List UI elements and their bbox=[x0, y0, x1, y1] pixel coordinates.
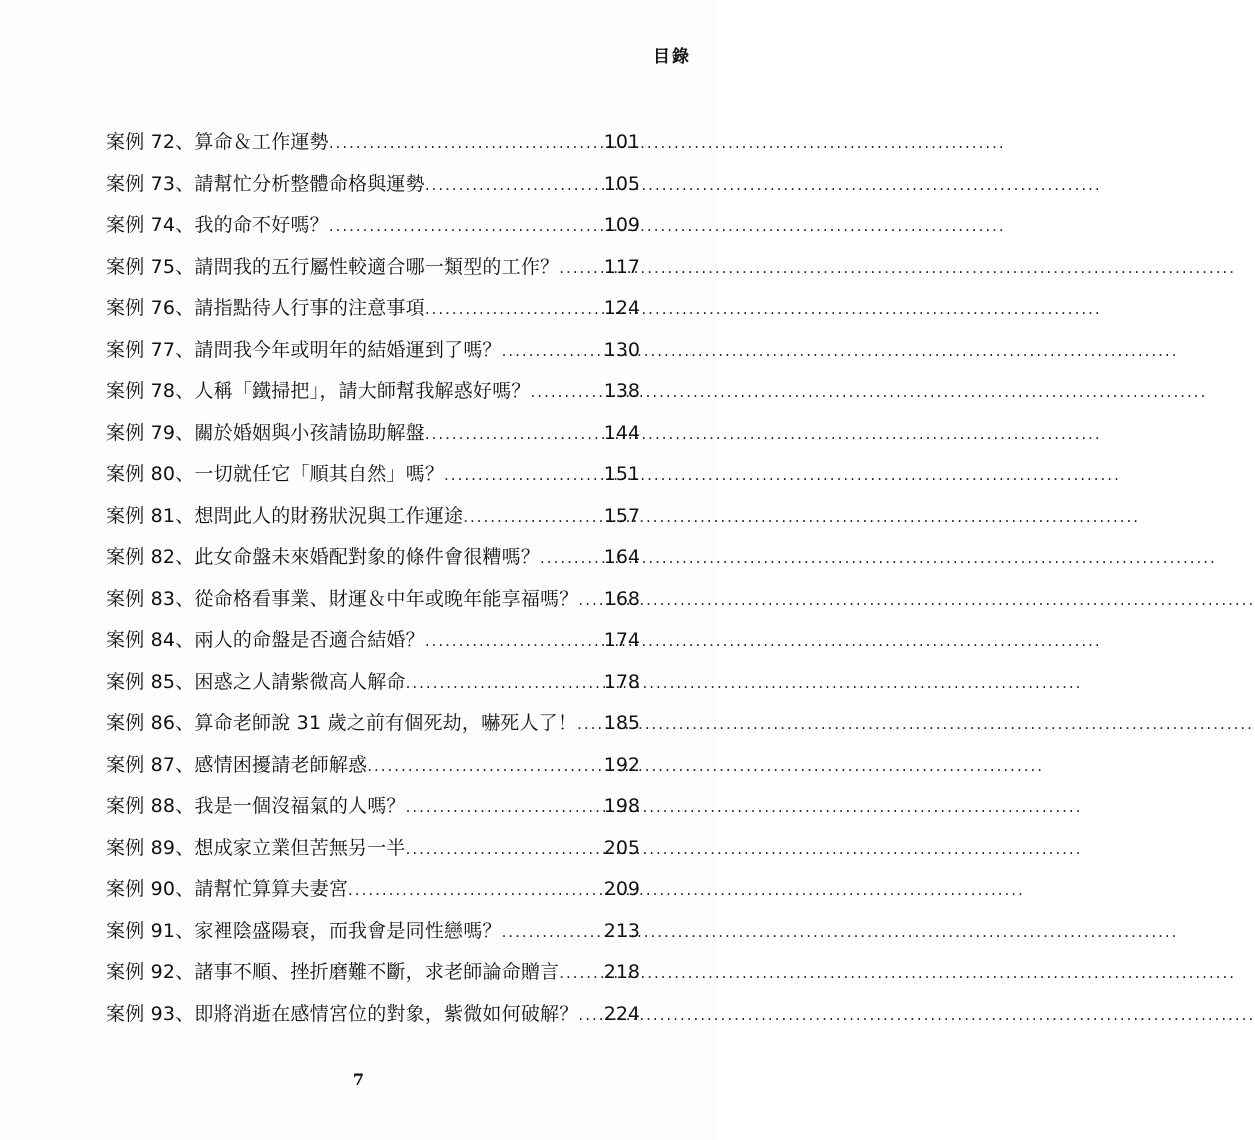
toc-entry-page: 213 bbox=[603, 919, 640, 942]
toc-entry-page: 151 bbox=[603, 463, 640, 485]
toc-entry-title: 案例 78、人稱「鐵掃把」，請大師幫我解惑好嗎？ bbox=[106, 380, 531, 402]
toc-entry bbox=[106, 371, 640, 413]
toc-entry bbox=[106, 662, 640, 704]
toc-entry bbox=[106, 620, 640, 662]
toc-entry-page: 164 bbox=[603, 546, 640, 568]
toc-dot-leader bbox=[406, 787, 604, 829]
toc-entry-title: 案例 89、想成家立業但苦無另一半 bbox=[106, 836, 406, 859]
toc-dot-leader bbox=[577, 704, 604, 746]
toc-entry-title: 案例 84、兩人的命盤是否適合結婚？ bbox=[106, 629, 425, 651]
toc-entry bbox=[106, 330, 640, 372]
toc-entry-page: 185 bbox=[603, 712, 640, 734]
toc-dot-leader bbox=[531, 372, 604, 414]
toc-entry-title: 案例 83、從命格看事業、財運＆中年或晚年能享福嗎？ bbox=[106, 587, 579, 610]
toc-dot-leader bbox=[444, 455, 604, 497]
toc-entry-title: 案例 81、想問此人的財務狀況與工作運途 bbox=[106, 504, 464, 527]
toc-entry-page: 144 bbox=[603, 421, 640, 444]
toc-entry-page: 218 bbox=[603, 961, 640, 983]
toc-dot-leader bbox=[540, 538, 604, 580]
toc-entry-page: 205 bbox=[603, 836, 640, 859]
toc-entry-title: 案例 87、感情困擾請老師解惑 bbox=[106, 753, 368, 776]
toc-entry bbox=[106, 994, 640, 1036]
toc-entry bbox=[106, 205, 640, 247]
toc-entry bbox=[106, 288, 640, 330]
toc-entry bbox=[106, 828, 640, 870]
toc-entry-title: 案例 93、即將消逝在感情宮位的對象，紫微如何破解？ bbox=[106, 1002, 579, 1025]
toc-entry-title: 案例 77、請問我今年或明年的結婚運到了嗎？ bbox=[106, 338, 502, 361]
toc-dot-leader bbox=[425, 165, 604, 207]
toc-entry-page: 209 bbox=[603, 878, 640, 900]
toc-dot-leader bbox=[406, 829, 604, 871]
toc-dot-leader bbox=[559, 248, 604, 290]
toc-entry-page: 138 bbox=[603, 380, 640, 402]
toc-dot-leader bbox=[463, 497, 604, 539]
toc-entry bbox=[106, 703, 640, 745]
toc-dot-leader bbox=[406, 663, 604, 705]
toc-entry-title: 案例 86、算命老師說 31 歲之前有個死劫，嚇死人了！ bbox=[106, 712, 578, 734]
toc-entry-title: 案例 80、一切就任它「順其自然」嗎？ bbox=[106, 463, 445, 485]
page-header-title: 目錄 bbox=[653, 47, 691, 67]
toc-dot-leader bbox=[329, 206, 604, 248]
toc-entry bbox=[106, 247, 640, 289]
toc-entry bbox=[106, 869, 640, 911]
toc-dot-leader bbox=[578, 580, 603, 622]
toc-entry-page: 124 bbox=[603, 297, 640, 319]
toc-entry bbox=[106, 454, 640, 496]
toc-dot-leader bbox=[367, 746, 604, 788]
toc-dot-leader bbox=[502, 331, 604, 373]
toc-entry bbox=[106, 786, 640, 828]
toc-entry-title: 案例 76、請指點待人行事的注意事項 bbox=[106, 297, 425, 319]
toc-dot-leader bbox=[425, 289, 604, 331]
toc-entry-page: 224 bbox=[603, 1002, 640, 1025]
toc-entry-title: 案例 90、請幫忙算算夫妻宮 bbox=[106, 878, 349, 900]
table-of-contents bbox=[106, 122, 640, 1035]
toc-entry-page: 130 bbox=[603, 338, 640, 361]
toc-entry-page: 174 bbox=[603, 629, 640, 651]
toc-entry-title: 案例 72、算命＆工作運勢 bbox=[106, 131, 329, 153]
toc-entry-title: 案例 79、關於婚姻與小孩請協助解盤 bbox=[106, 421, 425, 444]
toc-entry-page: 192 bbox=[603, 753, 640, 776]
toc-dot-leader bbox=[502, 912, 604, 954]
toc-entry bbox=[106, 911, 640, 953]
page-number: 7 bbox=[352, 1070, 365, 1089]
toc-entry bbox=[106, 164, 640, 206]
toc-entry bbox=[106, 496, 640, 538]
toc-entry-title: 案例 75、請問我的五行屬性較適合哪一類型的工作？ bbox=[106, 255, 560, 278]
toc-entry-page: 198 bbox=[603, 795, 640, 817]
toc-entry-title: 案例 73、請幫忙分析整體命格與運勢 bbox=[106, 172, 425, 195]
toc-entry-title: 案例 92、諸事不順、挫折磨難不斷，求老師論命贈言 bbox=[106, 961, 560, 983]
toc-entry bbox=[106, 122, 640, 164]
toc-dot-leader bbox=[425, 621, 604, 663]
toc-dot-leader bbox=[425, 414, 604, 456]
toc-dot-leader bbox=[329, 123, 604, 165]
toc-entry-page: 117 bbox=[603, 255, 640, 278]
toc-dot-leader bbox=[559, 953, 604, 995]
toc-entry-title: 案例 91、家裡陰盛陽衰，而我會是同性戀嗎？ bbox=[106, 919, 502, 942]
toc-entry-page: 168 bbox=[603, 587, 640, 610]
toc-entry bbox=[106, 537, 640, 579]
toc-entry-page: 157 bbox=[603, 504, 640, 527]
toc-entry-page: 178 bbox=[603, 670, 640, 693]
toc-entry-page: 105 bbox=[603, 172, 640, 195]
toc-entry bbox=[106, 413, 640, 455]
toc-dot-leader bbox=[578, 995, 603, 1037]
toc-entry bbox=[106, 745, 640, 787]
toc-entry-title: 案例 82、此女命盤未來婚配對象的條件會很糟嗎？ bbox=[106, 546, 541, 568]
toc-entry-title: 案例 88、我是一個沒福氣的人嗎？ bbox=[106, 795, 406, 817]
toc-entry bbox=[106, 579, 640, 621]
toc-entry bbox=[106, 952, 640, 994]
toc-dot-leader bbox=[348, 870, 604, 912]
toc-entry-page: 109 bbox=[603, 214, 640, 236]
toc-entry-title: 案例 85、困惑之人請紫微高人解命 bbox=[106, 670, 406, 693]
toc-entry-title: 案例 74、我的命不好嗎？ bbox=[106, 214, 329, 236]
toc-entry-page: 101 bbox=[603, 131, 640, 153]
